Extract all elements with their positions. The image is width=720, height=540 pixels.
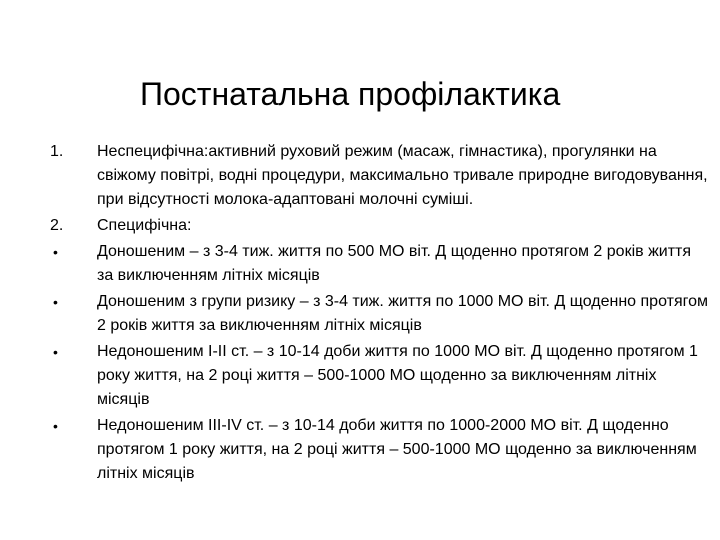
list-item-text: Недоношеним І-ІІ ст. – з 10-14 доби життя по 1000 МО віт. Д щоденно протягом 1 року життя, на 2 році життя – 500-1000 МО щоденно за виключенням літніх місяців (97, 343, 698, 408)
list-item (50, 340, 710, 412)
list-item (50, 414, 710, 486)
content-list (50, 140, 710, 488)
list-item (50, 214, 710, 238)
list-number: 1. (50, 143, 64, 160)
list-number: 2. (50, 217, 64, 234)
bullet-icon: • (53, 418, 58, 434)
bullet-icon: • (53, 344, 58, 360)
list-item-text: Неспецифічна:активний руховий режим (масаж, гімнастика), прогулянки на свіжому повітрі, водні процедури, максимально тривале природне вигодовування, при відсутності молока-адаптовані молочні суміші. (97, 143, 708, 208)
list-item (50, 290, 710, 338)
bullet-icon: • (53, 244, 58, 260)
list-item (50, 140, 710, 212)
list-item (50, 240, 710, 288)
slide-title: Постнатальна профілактика (140, 76, 561, 112)
bullet-icon: • (53, 294, 58, 310)
list-item-text: Недоношеним ІІІ-ІV ст. – з 10-14 доби життя по 1000-2000 МО віт. Д щоденно протягом 1 року життя, на 2 році життя – 500-1000 МО щоденно за виключенням літніх місяців (97, 417, 697, 482)
list-item-text: Доношеним – з 3-4 тиж. життя по 500 МО віт. Д щоденно протягом 2 років життя за виключенням літніх місяців (97, 243, 692, 284)
list-item-text: Доношеним з групи ризику – з 3-4 тиж. життя по 1000 МО віт. Д щоденно протягом 2 років життя за виключенням літніх місяців (97, 293, 708, 334)
list-item-text: Специфічна: (97, 217, 192, 234)
